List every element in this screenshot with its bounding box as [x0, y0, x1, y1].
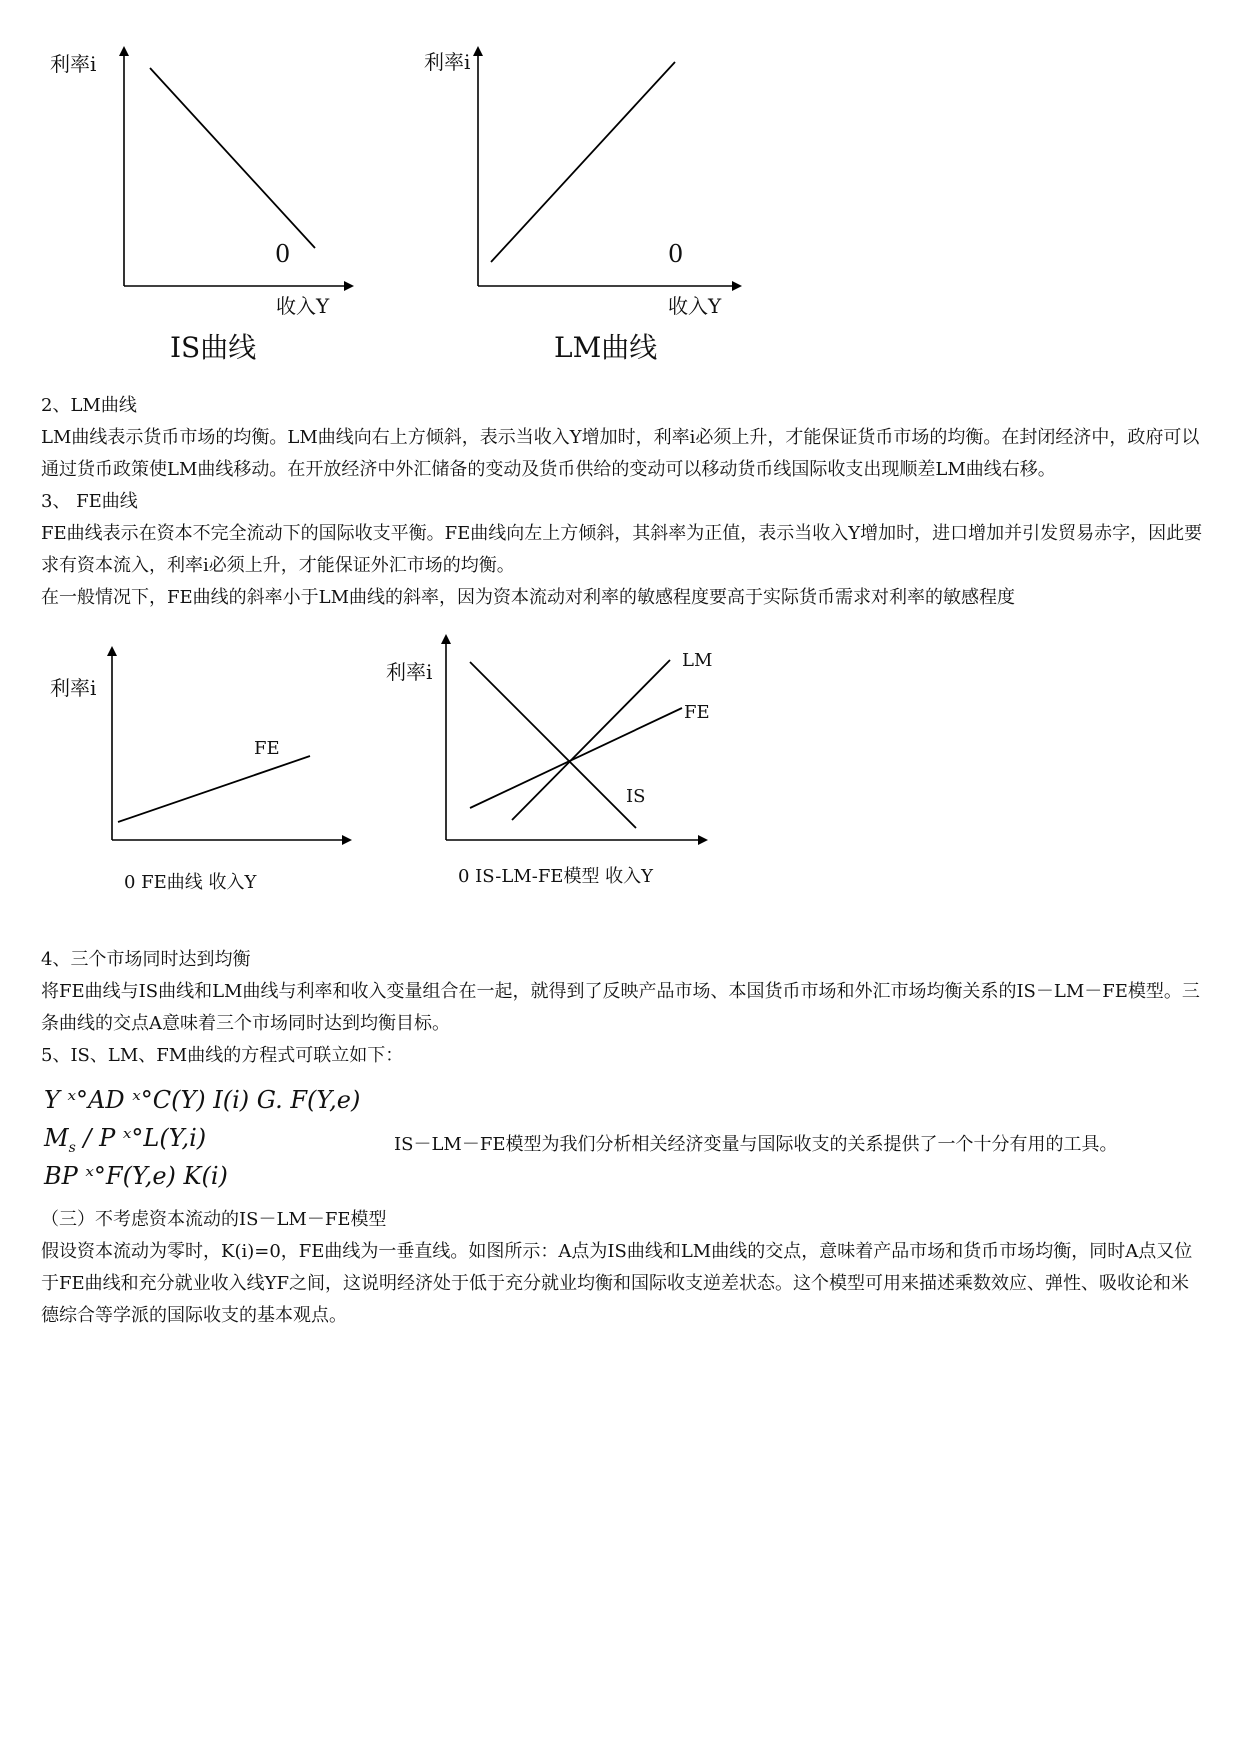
islmfe-y-label: 利率i [386, 660, 433, 684]
fe-curve-label: FE [254, 738, 280, 759]
no-capital-flow-section [41, 1204, 1203, 1332]
equation-lm-m: M [44, 1124, 69, 1152]
is-caption: IS曲线 [170, 331, 257, 364]
equilibrium-heading: 4、三个市场同时达到均衡 [41, 949, 251, 970]
equilibrium-body: 将FE曲线与IS曲线和LM曲线与利率和收入变量组合在一起，就得到了反映产品市场、本国货币市场和外汇市场均衡关系的IS－LM－FE模型。三条曲线的交点A意味着三个市场同时达到均衡目标。 [41, 981, 1200, 1034]
is-curve-figure [0, 0, 1241, 380]
lm-heading: 2、LM曲线 [41, 395, 137, 416]
equation-lm-sub: s [68, 1139, 76, 1156]
is-zero-label: 0 [275, 240, 291, 268]
lm-y-label: 利率i [424, 50, 471, 74]
equations-heading: 5、IS、LM、FM曲线的方程式可联立如下： [41, 1045, 404, 1066]
equation-lm-rest: / P ˣ°L(Y,i) [75, 1124, 207, 1152]
lm-curve-line [491, 62, 675, 262]
equation-bp: BP ˣ°F(Y,e) K(i) [44, 1162, 228, 1190]
is-y-label: 利率i [50, 52, 97, 76]
lm-x-label: 收入Y [668, 294, 722, 318]
equations-note: IS－LM－FE模型为我们分析相关经济变量与国际收支的关系提供了一个十分有用的工具。 [394, 1134, 1118, 1155]
lm-caption: LM曲线 [554, 331, 658, 364]
lm-zero-label: 0 [668, 240, 684, 268]
lm-body: LM曲线表示货币市场的均衡。LM曲线向右上方倾斜，表示当收入Y增加时，利率i必须上升，才能保证货币市场的均衡。在封闭经济中，政府可以通过货币政策使LM曲线移动。在开放经济中外汇储备的变动及货币供给的变动可以移动货币线国际收支出现顺差LM曲线右移。 [41, 427, 1200, 480]
is-x-label: 收入Y [276, 294, 330, 318]
no-capital-flow-heading: （三）不考虑资本流动的IS－LM－FE模型 [41, 1209, 387, 1230]
fe-heading: 3、 FE曲线 [41, 491, 138, 512]
no-capital-flow-body: 假设资本流动为零时，K(i)=0，FE曲线为一垂直线。如图所示：A点为IS曲线和LM曲线的交点，意味着产品市场和货币市场均衡，同时A点又位于FE曲线和充分就业收入线YF之间，这说明经济处于低于充分就业均衡和国际收支逆差状态。这个模型可用来描述乘数效应、弹性、吸收论和米德综合等学派的国际收支的基本观点。 [41, 1241, 1193, 1326]
islmfe-lm-label: LM [682, 650, 713, 671]
islmfe-is-line [470, 662, 636, 828]
islmfe-fe-line [470, 708, 682, 808]
islmfe-fe-label: FE [684, 702, 710, 723]
islmfe-lm-line [512, 660, 670, 820]
fe-caption: 0 FE曲线 收入Y [124, 872, 257, 893]
equation-is: Y ˣ°AD ˣ°C(Y) I(i) G. F(Y,e) [44, 1086, 361, 1114]
fe-curve-line [118, 756, 310, 822]
fe-body: FE曲线表示在资本不完全流动下的国际收支平衡。FE曲线向左上方倾斜，其斜率为正值，表示当收入Y增加时，进口增加并引发贸易赤字，因此要求有资本流入，利率i必须上升，才能保证外汇市场的均衡。 [41, 523, 1203, 576]
equation-lm [44, 1124, 206, 1156]
is-curve-line [150, 68, 315, 248]
equilibrium-section [41, 944, 1203, 1072]
islmfe-is-label: IS [626, 786, 646, 807]
islmfe-caption: 0 IS-LM-FE模型 收入Y [458, 866, 654, 887]
fe-y-label: 利率i [50, 676, 97, 700]
lm-section [41, 390, 1203, 614]
fe-body-2: 在一般情况下，FE曲线的斜率小于LM曲线的斜率，因为资本流动对利率的敏感程度要高于实际货币需求对利率的敏感程度 [41, 587, 1016, 608]
